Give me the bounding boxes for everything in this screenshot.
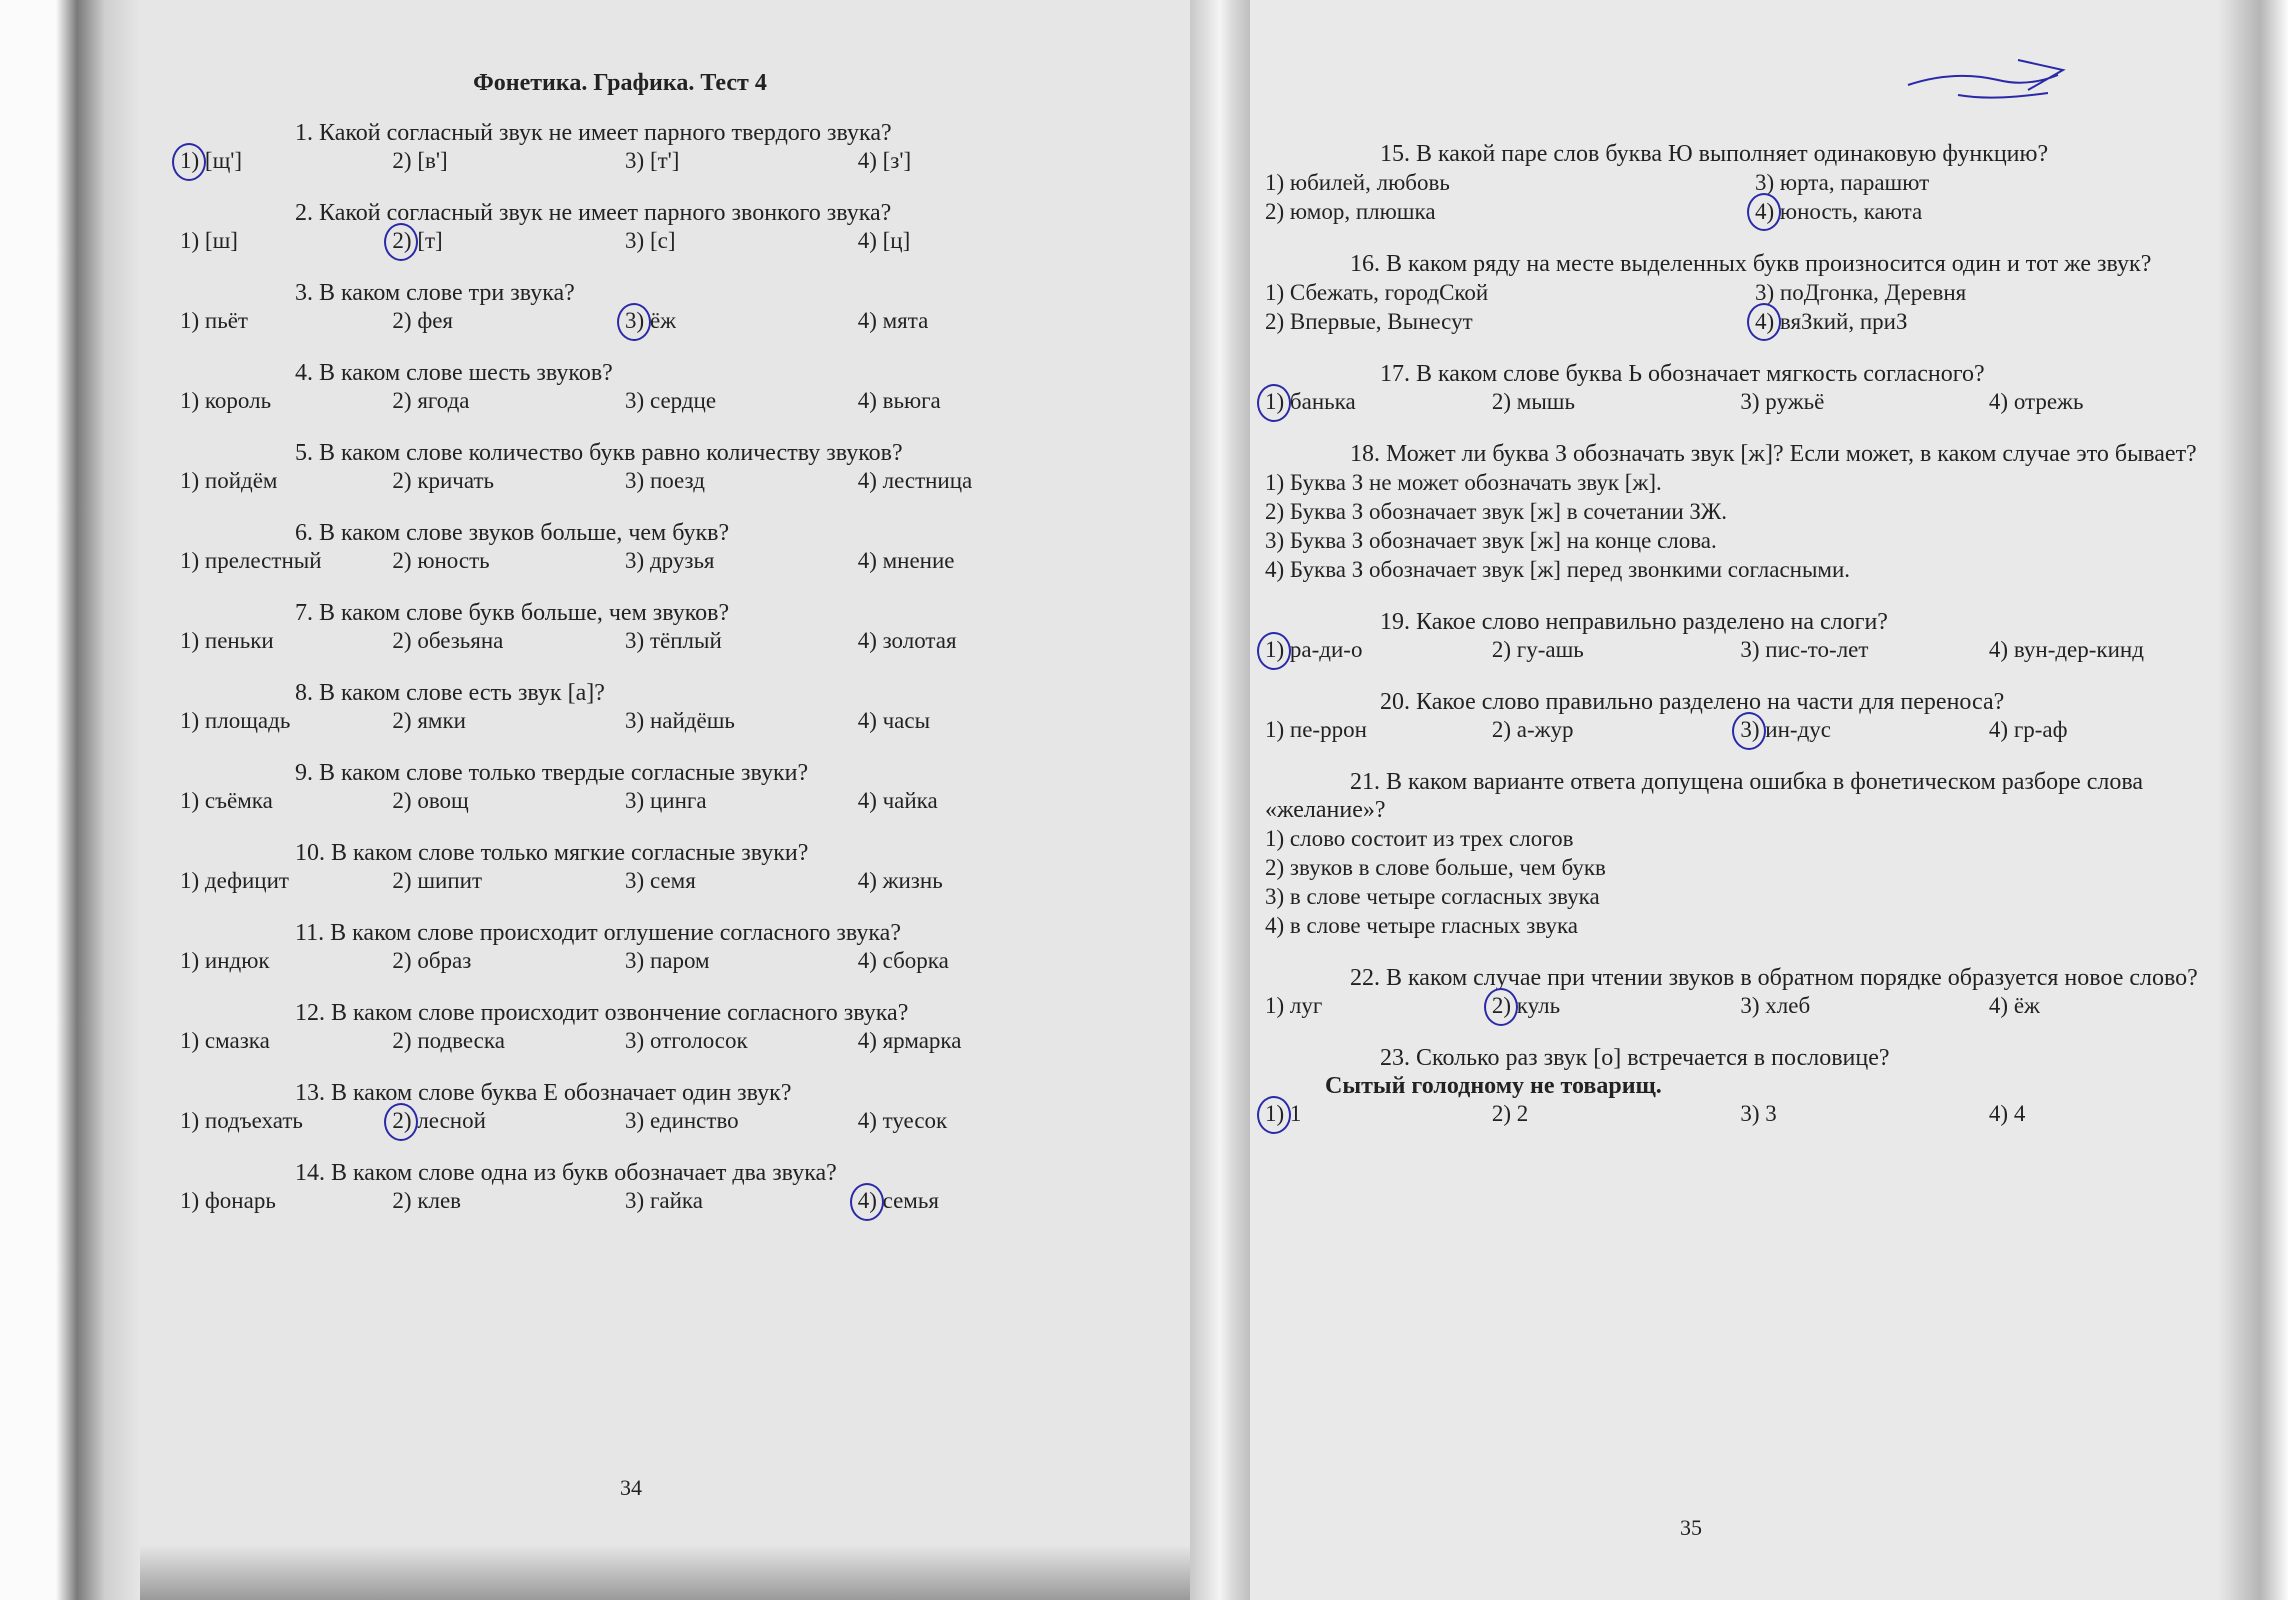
- question-text: 3. В каком слове три звука?: [295, 280, 575, 306]
- answer-option[interactable]: 3) в слове четыре согласных звука: [1265, 884, 1600, 909]
- answer-option[interactable]: 2) мышь: [1491, 389, 1576, 414]
- answer-option[interactable]: 4) жизнь: [857, 868, 943, 893]
- question-text: 19. Какое слово неправильно разделено на слоги?: [1380, 609, 1888, 635]
- answer-option[interactable]: 1) ра-ди-о: [1265, 636, 1492, 664]
- question-13: [180, 1079, 1060, 1135]
- question-22: [1265, 964, 2205, 1020]
- answer-option[interactable]: 1) [ш]: [180, 228, 238, 253]
- answer-option[interactable]: 1) Сбежать, городСкой: [1265, 280, 1489, 305]
- answer-option[interactable]: 1) прелестный: [180, 548, 322, 573]
- answer-option[interactable]: 1) луг: [1265, 993, 1323, 1018]
- answer-option[interactable]: 3) цинга: [625, 788, 707, 813]
- answer-option[interactable]: 4) часы: [857, 708, 931, 733]
- answer-option[interactable]: 1) площадь: [180, 708, 291, 733]
- page-number-right: 35: [1680, 1515, 1702, 1540]
- question-19: [1265, 608, 2205, 664]
- answer-option[interactable]: 4) юность, каюта: [1755, 197, 2205, 226]
- answer-option[interactable]: 4) отрежь: [1988, 389, 2084, 414]
- question-text: 2. Какой согласный звук не имеет парного звонкого звука?: [295, 200, 892, 226]
- answer-option[interactable]: 2) овощ: [392, 788, 469, 813]
- answer-option[interactable]: 3) единство: [625, 1108, 739, 1133]
- question-12: [180, 999, 1060, 1055]
- answer-option[interactable]: 4) чайка: [857, 788, 938, 813]
- answer-option[interactable]: 2) фея: [392, 308, 454, 333]
- question-20: [1265, 688, 2205, 744]
- answer-option[interactable]: 1) [щ']: [180, 147, 392, 175]
- test-title: Фонетика. Графика. Тест 4: [473, 70, 767, 96]
- right-page-content: [1265, 140, 2205, 1152]
- question-9: [180, 759, 1060, 815]
- question-text: 14. В каком слове одна из букв обозначает два звука?: [295, 1160, 837, 1186]
- answer-option[interactable]: 3) поДгонка, Деревня: [1755, 280, 1967, 305]
- answer-option[interactable]: 4) ёж: [1988, 993, 2040, 1018]
- answer-option[interactable]: 1) подъехать: [180, 1108, 303, 1133]
- question-text: 6. В каком слове звуков больше, чем букв?: [295, 520, 730, 546]
- answer-option[interactable]: 3) поезд: [625, 468, 705, 493]
- question-text: 18. Может ли буква З обозначать звук [ж]? Если может, в каком случае это бывает?: [1350, 441, 2197, 467]
- question-text: 13. В каком слове буква Е обозначает один звук?: [295, 1080, 792, 1106]
- answer-option[interactable]: 4) мнение: [857, 548, 955, 573]
- answer-option[interactable]: 4) гр-аф: [1988, 717, 2068, 742]
- book-left-edge: [0, 0, 140, 1600]
- answer-option[interactable]: 3) 3: [1740, 1101, 1777, 1126]
- answer-option[interactable]: 1) индюк: [180, 948, 270, 973]
- left-page-content: [180, 70, 1060, 1239]
- answer-option[interactable]: 2) [т]: [392, 227, 625, 255]
- answer-option[interactable]: 3) [т']: [625, 148, 680, 173]
- answer-option[interactable]: 3) хлеб: [1740, 993, 1811, 1018]
- answer-option[interactable]: 1) слово состоит из трех слогов: [1265, 826, 1574, 851]
- answer-option[interactable]: 2) клев: [392, 1188, 462, 1213]
- answer-option[interactable]: 4) ярмарка: [857, 1028, 962, 1053]
- answer-option[interactable]: 1) юбилей, любовь: [1265, 170, 1450, 195]
- answer-option[interactable]: 3) ёж: [625, 307, 858, 335]
- answer-option[interactable]: 3) [с]: [625, 228, 676, 253]
- answer-option[interactable]: 2) кричать: [392, 468, 495, 493]
- question-3: [180, 279, 1060, 335]
- question-4: [180, 359, 1060, 415]
- answer-option[interactable]: 3) сердце: [625, 388, 717, 413]
- question-17: [1265, 360, 2205, 416]
- answer-option[interactable]: 4) вун-дер-кинд: [1988, 637, 2144, 662]
- question-text: 15. В какой паре слов буква Ю выполняет одинаковую функцию?: [1380, 141, 2049, 167]
- question-text: 10. В каком слове только мягкие согласные звуки?: [295, 840, 809, 866]
- answer-option[interactable]: 4) вяЗкий, приЗ: [1755, 307, 2205, 336]
- answer-option[interactable]: 4) [ц]: [857, 228, 911, 253]
- answer-option[interactable]: 2) шипит: [392, 868, 483, 893]
- question-text: 12. В каком слове происходит озвончение согласного звука?: [295, 1000, 909, 1026]
- answer-option[interactable]: 2) ягода: [392, 388, 470, 413]
- answer-option[interactable]: 3) пис-то-лет: [1740, 637, 1869, 662]
- answer-option[interactable]: 4) золотая: [857, 628, 957, 653]
- question-6: [180, 519, 1060, 575]
- question-16: [1265, 250, 2205, 336]
- page-bottom-shadow: [140, 1545, 1190, 1600]
- question-15: [1265, 140, 2205, 226]
- answer-option[interactable]: 1) 1: [1265, 1100, 1492, 1128]
- question-8: [180, 679, 1060, 735]
- answer-option[interactable]: 4) лестница: [857, 468, 973, 493]
- question-text: 9. В каком слове только твердые согласные звуки?: [295, 760, 809, 786]
- answer-option[interactable]: 3) отголосок: [625, 1028, 748, 1053]
- answer-option[interactable]: 3) ружьё: [1740, 389, 1825, 414]
- answer-option[interactable]: 2) гу-ашь: [1491, 637, 1584, 662]
- question-1: [180, 119, 1060, 175]
- answer-option[interactable]: 1) съёмка: [180, 788, 273, 813]
- question-11: [180, 919, 1060, 975]
- answer-option[interactable]: 4) [з']: [857, 148, 912, 173]
- answer-option[interactable]: 4) 4: [1988, 1101, 2026, 1126]
- question-text: 11. В каком слове происходит оглушение согласного звука?: [295, 920, 901, 946]
- question-18: [1265, 440, 2205, 584]
- answer-option[interactable]: 3) гайка: [625, 1188, 703, 1213]
- question-text: 20. Какое слово правильно разделено на части для переноса?: [1380, 689, 2005, 715]
- answer-option[interactable]: 2) 2: [1491, 1101, 1529, 1126]
- answer-option[interactable]: 4) сборка: [857, 948, 949, 973]
- answer-option[interactable]: 4) туесок: [857, 1108, 948, 1133]
- answer-option[interactable]: 3) юрта, парашют: [1755, 170, 1930, 195]
- answer-option[interactable]: 2) юность: [392, 548, 490, 573]
- answer-option[interactable]: 1) фонарь: [180, 1188, 276, 1213]
- question-10: [180, 839, 1060, 895]
- answer-option[interactable]: 2) юмор, плюшка: [1265, 199, 1436, 224]
- answer-option[interactable]: 2) звуков в слове больше, чем букв: [1265, 855, 1606, 880]
- answer-option[interactable]: 2) [в']: [392, 148, 448, 173]
- answer-option[interactable]: 3) друзья: [625, 548, 715, 573]
- answer-option[interactable]: 2) лесной: [392, 1107, 625, 1135]
- page-number-left: 34: [620, 1475, 642, 1500]
- book-right-edge: [2218, 0, 2288, 1600]
- answer-option[interactable]: 1) банька: [1265, 388, 1492, 416]
- answer-option[interactable]: 2) Буква З обозначает звук [ж] в сочетании ЗЖ.: [1265, 499, 1728, 524]
- question-text: 7. В каком слове букв больше, чем звуков?: [295, 600, 730, 626]
- question-21: [1265, 768, 2205, 940]
- answer-option[interactable]: 1) пьёт: [180, 308, 248, 333]
- question-text: 16. В каком ряду на месте выделенных букв произносится один и тот же звук?: [1350, 251, 2152, 277]
- answer-option[interactable]: 4) семья: [858, 1187, 1060, 1215]
- answer-option[interactable]: 2) ямки: [392, 708, 466, 733]
- question-text: 5. В каком слове количество букв равно количеству звуков?: [295, 440, 903, 466]
- answer-option[interactable]: 2) а-жур: [1491, 717, 1574, 742]
- question-text: 21. В каком варианте ответа допущена ошибка в фонетическом разборе слова «желание»?: [1265, 769, 2144, 823]
- question-23: [1265, 1044, 2205, 1128]
- question-2: [180, 199, 1060, 255]
- answer-option[interactable]: 2) образ: [392, 948, 472, 973]
- question-text: 22. В каком случае при чтении звуков в обратном порядке образуется новое слово?: [1350, 965, 2198, 991]
- answer-option[interactable]: 4) вьюга: [857, 388, 941, 413]
- question-text: 23. Сколько раз звук [о] встречается в пословице?: [1380, 1045, 1890, 1071]
- answer-option[interactable]: 3) найдёшь: [625, 708, 735, 733]
- question-14: [180, 1159, 1060, 1215]
- answer-option[interactable]: 1) Буква З не может обозначать звук [ж].: [1265, 470, 1662, 495]
- answer-option[interactable]: 3) семя: [625, 868, 696, 893]
- question-7: [180, 599, 1060, 655]
- answer-option[interactable]: 2) Впервые, Вынесут: [1265, 309, 1473, 334]
- answer-option[interactable]: 3) Буква З обозначает звук [ж] на конце слова.: [1265, 528, 1717, 553]
- answer-option[interactable]: 1) смазка: [180, 1028, 270, 1053]
- question-text: 1. Какой согласный звук не имеет парного твердого звука?: [295, 120, 892, 146]
- answer-option[interactable]: 1) король: [180, 388, 272, 413]
- answer-option[interactable]: 3) ин-дус: [1740, 716, 1989, 744]
- proverb-text: Сытый голодному не товарищ.: [1325, 1073, 1662, 1099]
- book-spine: [1190, 0, 1250, 1600]
- answer-option[interactable]: 3) тёплый: [625, 628, 722, 653]
- question-5: [180, 439, 1060, 495]
- answer-option[interactable]: 3) паром: [625, 948, 710, 973]
- question-text: 4. В каком слове шесть звуков?: [295, 360, 613, 386]
- pen-scribble-icon: [1898, 45, 2078, 115]
- answer-option[interactable]: 1) пойдём: [180, 468, 278, 493]
- answer-option[interactable]: 2) подвеска: [392, 1028, 505, 1053]
- answer-option[interactable]: 2) куль: [1492, 992, 1741, 1020]
- question-text: 17. В каком слове буква Ь обозначает мягкость согласного?: [1380, 361, 1985, 387]
- answer-option[interactable]: 4) Буква З обозначает звук [ж] перед звонкими согласными.: [1265, 557, 1851, 582]
- question-text: 8. В каком слове есть звук [а]?: [295, 680, 605, 706]
- answer-option[interactable]: 4) в слове четыре гласных звука: [1265, 913, 1578, 938]
- answer-option[interactable]: 2) обезьяна: [392, 628, 504, 653]
- answer-option[interactable]: 1) дефицит: [180, 868, 289, 893]
- answer-option[interactable]: 1) пеньки: [180, 628, 274, 653]
- answer-option[interactable]: 1) пе-ррон: [1265, 717, 1367, 742]
- answer-option[interactable]: 4) мята: [857, 308, 929, 333]
